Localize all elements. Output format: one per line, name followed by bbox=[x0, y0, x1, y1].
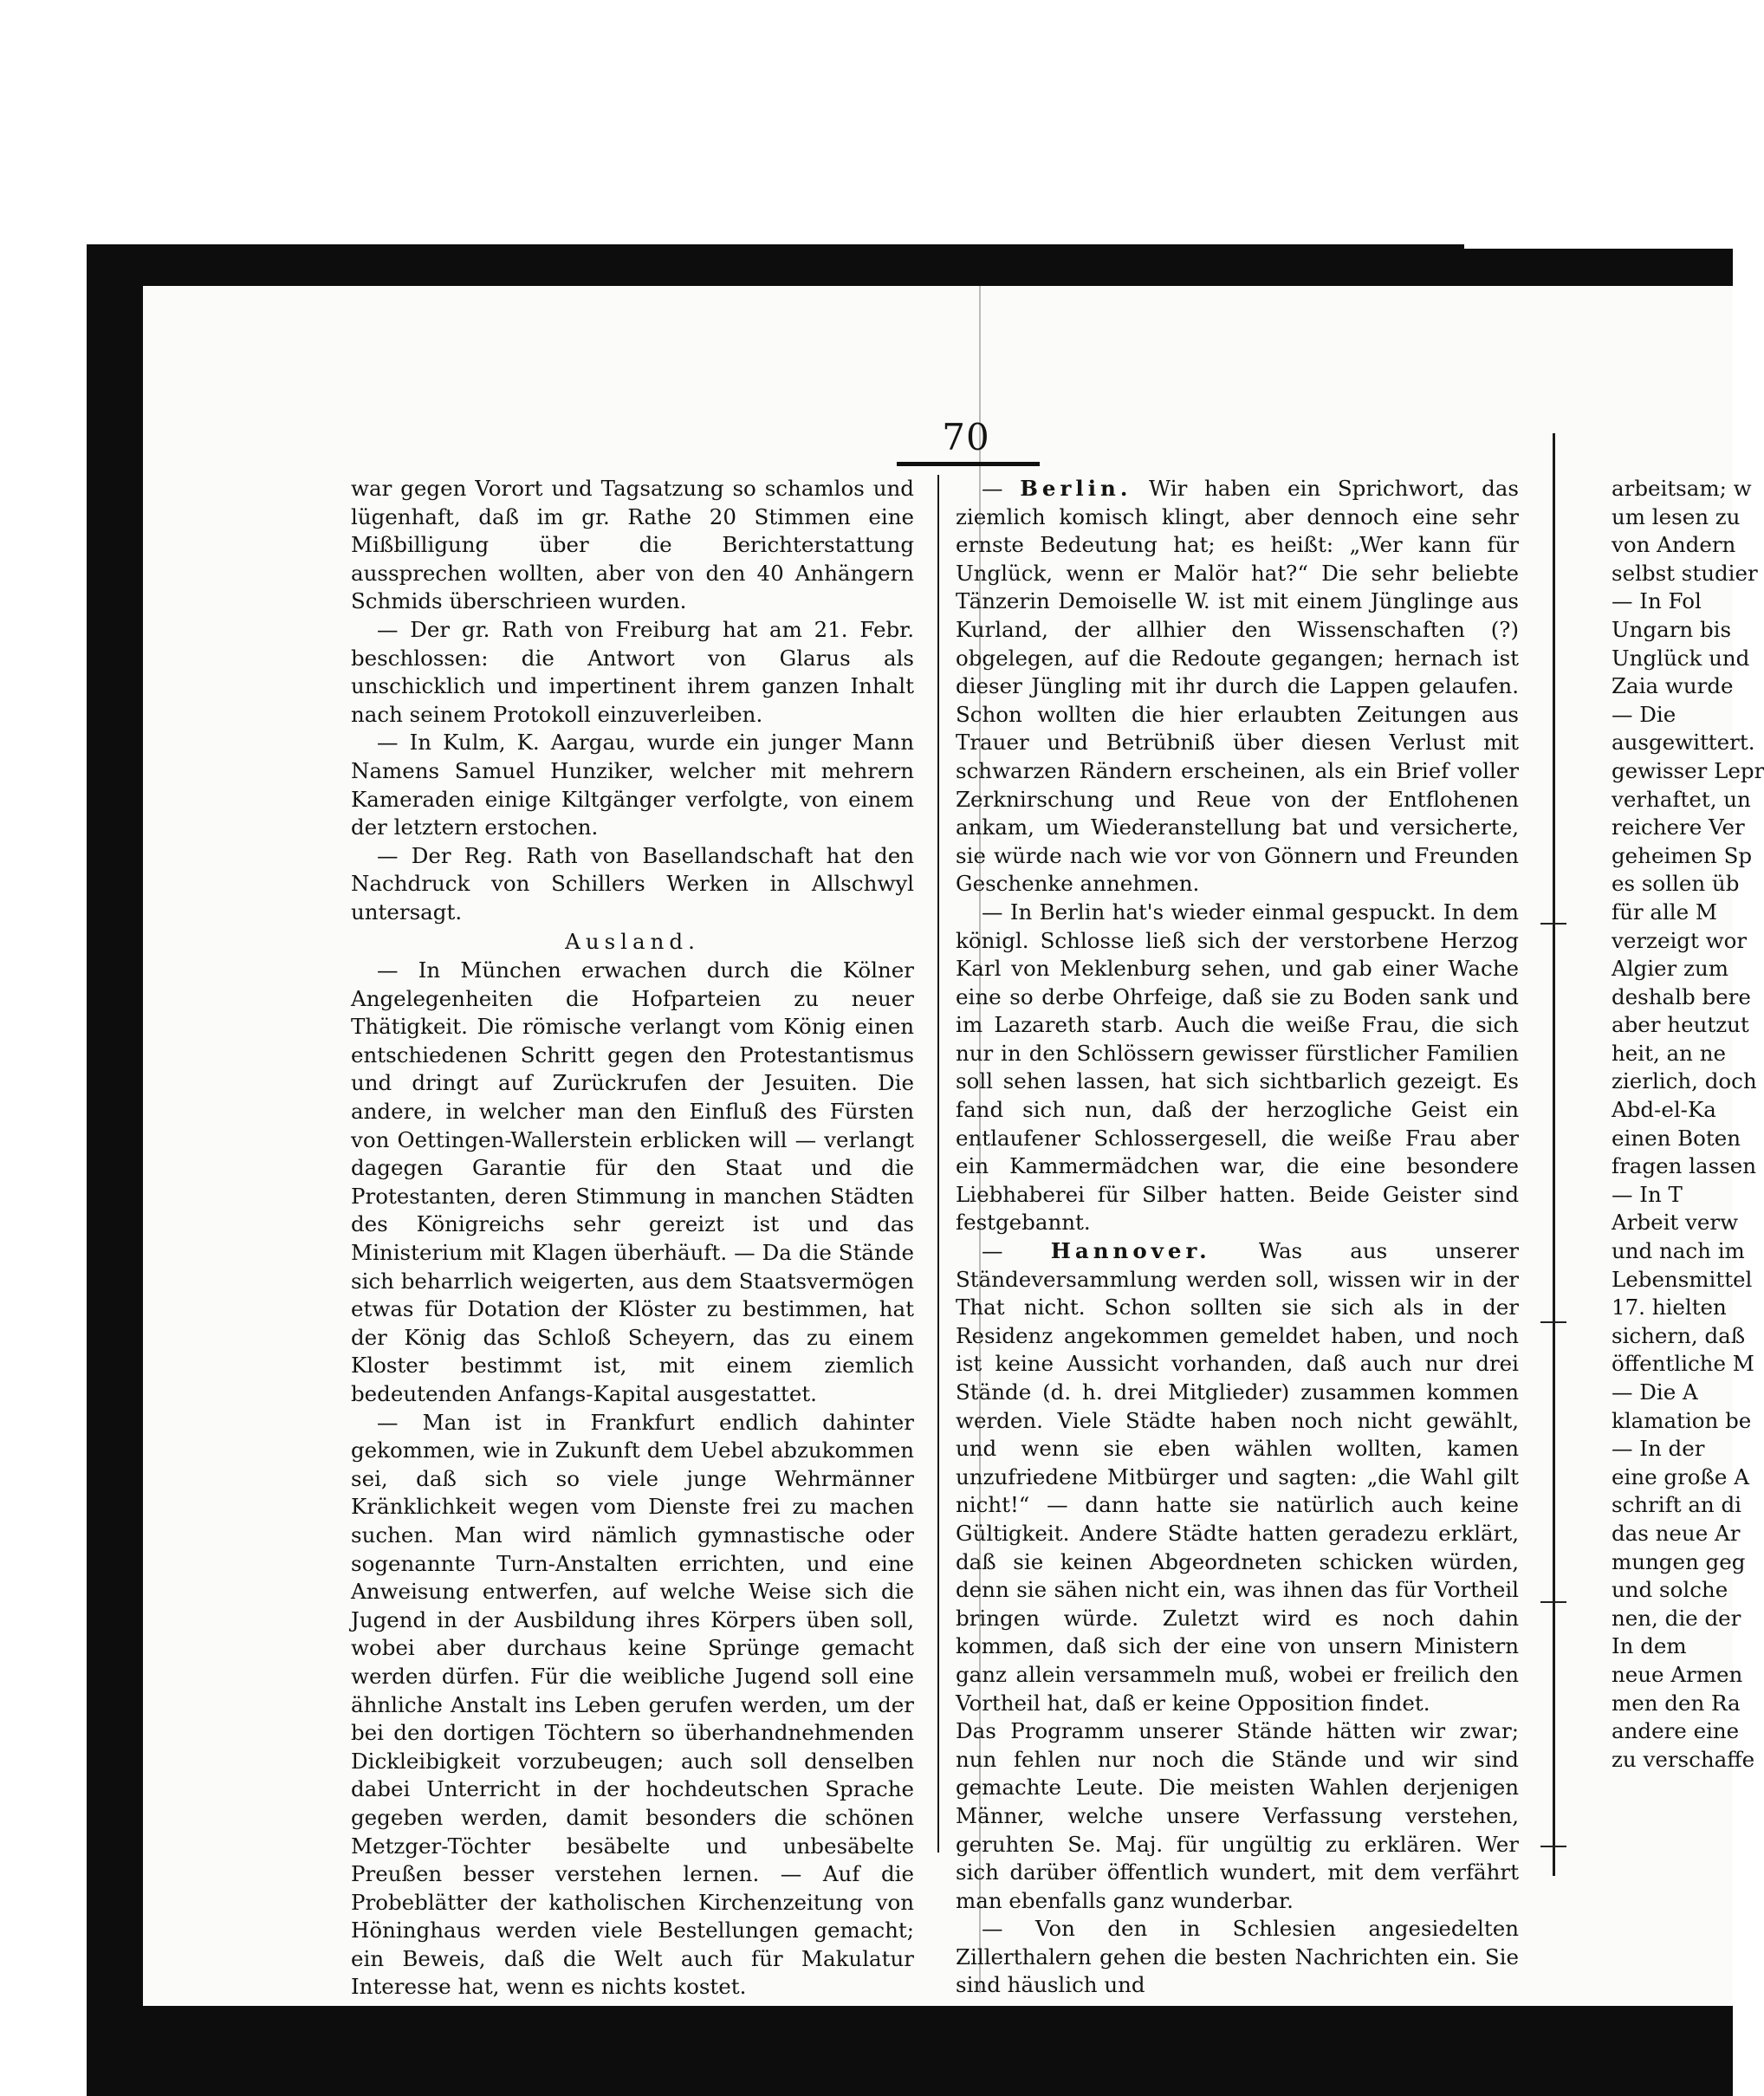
right-column-line: heit, an ne bbox=[1612, 1040, 1726, 1066]
right-column-line: deshalb bere bbox=[1612, 983, 1751, 1009]
right-column-line: — In Fol bbox=[1612, 588, 1702, 614]
right-column-line: — Die A bbox=[1612, 1379, 1698, 1405]
right-column-line: Algier zum bbox=[1612, 956, 1728, 982]
berlin-text: Wir haben ein Sprichwort, das ziemlich komisch klingt, aber dennoch eine sehr ernste Bedeutung hat; es heißt: „Wer kann für Unglück, wenn er Malör hat?“ Die sehr beliebte Tänzerin Demoiselle W. ist mit einem Jünglinge aus Kurland, der allhier den Wissenschaften (?) obgelegen, auf die Redoute gegangen; hernach ist dieser Jüngling mit ihr durch die Lappen gelaufen. Schon wollten die hier erlaubten Zeitungen aus Trauer und Betrübniß über diesen Verlust mit schwarzen Rändern erscheinen, als ein Brief voller Zerknirschung und Reue von der Entflohenen ankam, um Wiederanstellung bat und versicherte, sie würde nach wie vor von Gönnern und Freunden Geschenke annehmen. bbox=[956, 476, 1519, 897]
right-column-line: es sollen üb bbox=[1612, 871, 1740, 897]
right-column-line: selbst studier bbox=[1612, 560, 1758, 586]
right-column-line: das neue Ar bbox=[1612, 1520, 1741, 1546]
margin-tick bbox=[1540, 1846, 1566, 1847]
margin-tick bbox=[1540, 923, 1566, 925]
right-column-line: sichern, daß bbox=[1612, 1322, 1746, 1348]
margin-tick bbox=[1540, 1321, 1566, 1323]
mid-paragraph-berlin: — Berlin. Wir haben ein Sprichwort, das ziemlich komisch klingt, aber dennoch eine sehr ernste Bedeutung hat; es heißt: „Wer kann für Unglück, wenn er Malör hat?“ Die sehr beliebte Tänzerin Demoiselle W. ist mit einem Jünglinge aus Kurland, der allhier den Wissenschaften (?) obgelegen, auf die Redoute gegangen; hernach ist dieser Jüngling mit ihr durch die Lappen gelaufen. Schon wollten die hier erlaubten Zeitungen aus Trauer und Betrübniß über diesen Verlust mit schwarzen Rändern erscheinen, als ein Brief voller Zerknirschung und Reue von der Entflohenen ankam, um Wiederanstellung bat und versicherte, sie würde nach wie vor von Gönnern und Freunden Geschenke annehmen. bbox=[956, 476, 1519, 897]
right-column-line: geheimen Sp bbox=[1612, 842, 1753, 868]
left-paragraph-2: — Der gr. Rath von Freiburg hat am 21. Febr. beschlossen: die Antwort von Glarus als unschicklich und impertinent ihrem ganzen Inhalt nach seinem Protokoll einzuverleiben. bbox=[351, 616, 914, 727]
section-heading-ausland: Ausland. bbox=[565, 928, 700, 954]
right-column-line: öffentliche M bbox=[1612, 1351, 1754, 1377]
left-paragraph-frankfurt: — Man ist in Frankfurt endlich dahinter gekommen, wie in Zukunft dem Uebel abzukommen sei, daß sich so viele junge Wehrmänner Kränklichkeit wegen vom Dienste frei zu machen suchen. Man wird nämlich gymnastische oder sogenannte Turn-Anstalten errichten, und eine Anweisung entwerfen, auf welche Weise sich die Jugend in der Ausbildung ihres Körpers üben soll, wobei aber durchaus keine Sprünge gemacht werden dürfen. Für die weibliche Jugend soll eine ähnliche Anstalt ins Leben gerufen werden, um der bei den dortigen Töchtern so überhandnehmenden Dickleibigkeit vorzubeugen; auch soll denselben dabei Unterricht in der hochdeutschen Sprache gegeben werden, damit besonders die schönen Metzger-Töchter besäbelte und unbesäbelte Preußen besser verstehen lernen. — Auf die Probeblätter der katholischen Kirchenzeitung von Höninghaus werden viele Bestellungen gemacht; ein Beweis, daß die Welt auch für Makulatur Interesse hat, wenn es nichts kostet. bbox=[351, 1409, 914, 2000]
margin-tick bbox=[1540, 1601, 1566, 1603]
right-column-line: nen, die der bbox=[1612, 1605, 1741, 1631]
berlin-label: Berlin. bbox=[1020, 476, 1132, 501]
right-column-line: fragen lassen bbox=[1612, 1153, 1757, 1179]
hannover-text: Was aus unserer Ständeversammlung werden soll, wissen wir in der That nicht. Schon sollten sie sich als in der Residenz angekommen gemeldet haben, und noch ist keine Aussicht vorhanden, daß auch nur drei Stände (d. h. drei Mitglieder) zusammen kommen werden. Viele Städte haben noch nicht gewählt, und wenn sie eben wählen wollten, kamen unzufriedene Mitbürger und sagten: „die Wahl gilt nicht!“ — dann hatte sie natürlich auch keine Gültigkeit. Andere Städte hatten geradezu erklärt, daß sie keinen Abgeordneten schicken würden, denn sie sähen nicht ein, was ihnen das für Vortheil bringen würde. Zuletzt wird es noch dahin kommen, daß sich der eine von unsern Ministern ganz allein versammeln muß, wobei er freilich den Vortheil hat, daß er keine Opposition findet. bbox=[956, 1238, 1519, 1716]
hannover-label: Hannover. bbox=[1050, 1238, 1211, 1264]
right-column-line: Unglück und bbox=[1612, 645, 1750, 671]
right-column-line: zu verschaffe bbox=[1612, 1746, 1755, 1772]
right-column-line: ausgewittert. bbox=[1612, 730, 1755, 756]
right-column-line: verzeigt wor bbox=[1612, 927, 1748, 953]
right-column-line: mungen geg bbox=[1612, 1548, 1746, 1574]
right-column-line: neue Armen bbox=[1612, 1661, 1743, 1687]
left-paragraph-3: — In Kulm, K. Aargau, wurde ein junger Mann Namens Samuel Hunziker, welcher mit mehrern Kameraden einige Kiltgänger verfolgte, von einem der letztern erstochen. bbox=[351, 730, 914, 840]
right-column-line: schrift an di bbox=[1612, 1492, 1742, 1518]
right-column-line: einen Boten bbox=[1612, 1125, 1741, 1151]
scan-border-bottom bbox=[87, 1993, 1733, 2096]
left-paragraph-1: war gegen Vorort und Tagsatzung so schamlos und lügenhaft, daß im gr. Rathe 20 Stimmen eine Mißbilligung über die Berichterstattung aussprechen wollten, aber von den 40 Anhängern Schmids überschrieen wurden. bbox=[351, 476, 914, 614]
right-column-line: Zaia wurde bbox=[1612, 673, 1734, 699]
left-column bbox=[351, 475, 914, 2002]
right-column-line: andere eine bbox=[1612, 1718, 1740, 1744]
mid-paragraph-5: — Von den in Schlesien angesiedelten Zillerthalern gehen die besten Nachrichten ein. Sie sind häuslich und bbox=[956, 1916, 1519, 1998]
right-column-line: eine große A bbox=[1612, 1463, 1749, 1489]
scan-border-top-left bbox=[87, 244, 1464, 286]
mid-paragraph-4: Das Programm unserer Stände hätten wir zwar; nun fehlen nur noch die Stände und wir sind gemachte Leute. Die meisten Wahlen derjenigen Männer, welche unsere Verfassung verstehen, geruhten Se. Maj. für ungültig zu erklären. Wer sich darüber öffentlich wundert, mit dem verfährt man ebenfalls ganz wunderbar. bbox=[956, 1718, 1519, 1913]
right-column-line: von Andern bbox=[1612, 532, 1736, 558]
right-column-line: 17. hielten bbox=[1612, 1295, 1727, 1321]
right-column-line: um lesen zu bbox=[1612, 503, 1741, 529]
right-column-line: reichere Ver bbox=[1612, 814, 1745, 840]
right-column-line: Arbeit verw bbox=[1612, 1210, 1739, 1236]
page-number-rule bbox=[897, 462, 1040, 466]
right-column-line: men den Ra bbox=[1612, 1690, 1741, 1716]
left-paragraph-muenchen: — In München erwachen durch die Kölner Angelegenheiten die Hofparteien zu neuer Thätigkeit. Die römische verlangt vom König einen entschiedenen Schritt gegen den Protestantismus und dringt auf Zurückrufen der Jesuiten. Die andere, in welcher man den Einfluß des Fürsten von Oettingen-Wallerstein erblicken will — verlangt dagegen Garantie für den Staat und die Protestanten, deren Stimmung in manchen Städten des Königreichs sehr gereizt ist und das Ministerium mit Klagen überhäuft. — Da die Stände sich beharrlich weigerten, aus dem Staatsvermögen etwas für Dotation der Klöster zu bestimmen, hat der König das Schloß Scheyern, das zu einem Kloster bestimmt ist, mit einem ziemlich bedeutenden Anfangs-Kapital ausgestattet. bbox=[351, 957, 914, 1406]
page-number: 70 bbox=[942, 416, 990, 458]
mid-paragraph-hannover: — Hannover. Was aus unserer Ständeversammlung werden soll, wissen wir in der That nicht. Schon sollten sie sich als in der Residenz angekommen gemeldet haben, und noch ist keine Aussicht vorhanden, daß auch nur drei Stände (d. h. drei Mitglieder) zusammen kommen werden. Viele Städte haben noch nicht gewählt, und wenn sie eben wählen wollten, kamen unzufriedene Mitbürger und sagten: „die Wahl gilt nicht!“ — dann hatte sie natürlich auch keine Gültigkeit. Andere Städte hatten geradezu erklärt, daß sie keinen Abgeordneten schicken würden, denn sie sähen nicht ein, was ihnen das für Vortheil bringen würde. Zuletzt wird es noch dahin kommen, daß sich der eine von unsern Ministern ganz allein versammeln muß, wobei er freilich den Vortheil hat, daß er keine Opposition findet. bbox=[956, 1238, 1519, 1716]
right-column-line: — In der bbox=[1612, 1436, 1705, 1462]
right-column-line: — In T bbox=[1612, 1181, 1683, 1207]
right-column-line: Ungarn bis bbox=[1612, 616, 1732, 642]
right-column-fragment bbox=[1612, 475, 1764, 1774]
right-column-line: zierlich, doch bbox=[1612, 1068, 1757, 1094]
right-column-line: klamation be bbox=[1612, 1407, 1752, 1433]
right-column-line: gewisser Lepr bbox=[1612, 757, 1764, 783]
right-column-line: In dem bbox=[1612, 1633, 1687, 1659]
right-column-line: — Die bbox=[1612, 701, 1676, 727]
right-column-line: Lebensmittel bbox=[1612, 1266, 1753, 1292]
right-column-line: aber heutzut bbox=[1612, 1012, 1749, 1038]
left-paragraph-4: — Der Reg. Rath von Basellandschaft hat den Nachdruck von Schillers Werken in Allschwyl untersagt. bbox=[351, 842, 914, 925]
right-column-line: und nach im bbox=[1612, 1238, 1745, 1264]
right-column-line: für alle M bbox=[1612, 899, 1717, 925]
right-column-line: Abd-el-Ka bbox=[1612, 1097, 1716, 1123]
mid-paragraph-2: — In Berlin hat's wieder einmal gespuckt. In dem königl. Schlosse ließ sich der verstorbene Herzog Karl von Meklenburg sehen, und gab einer Wache eine so derbe Ohrfeige, daß sie zu Boden sank und im Lazareth starb. Auch die weiße Frau, die sich nur in den Schlössern gewisser fürstlicher Familien soll sehen lassen, hat sich sichtbarlich gezeigt. Es fand sich nun, daß der herzogliche Geist ein entlaufener Schlossergesell, die weiße Frau aber ein Kammermädchen war, die eine besondere Liebhaberei für Silber hatten. Beide Geister sind festgebannt. bbox=[956, 899, 1519, 1236]
middle-column bbox=[956, 475, 1519, 2000]
right-column-line: verhaftet, un bbox=[1612, 786, 1751, 812]
right-column-line: arbeitsam; w bbox=[1612, 476, 1752, 501]
scan-border-left bbox=[87, 244, 143, 2029]
right-margin-rule bbox=[1553, 433, 1555, 1876]
column-divider bbox=[937, 475, 939, 1853]
right-column-line: und solche bbox=[1612, 1577, 1728, 1603]
